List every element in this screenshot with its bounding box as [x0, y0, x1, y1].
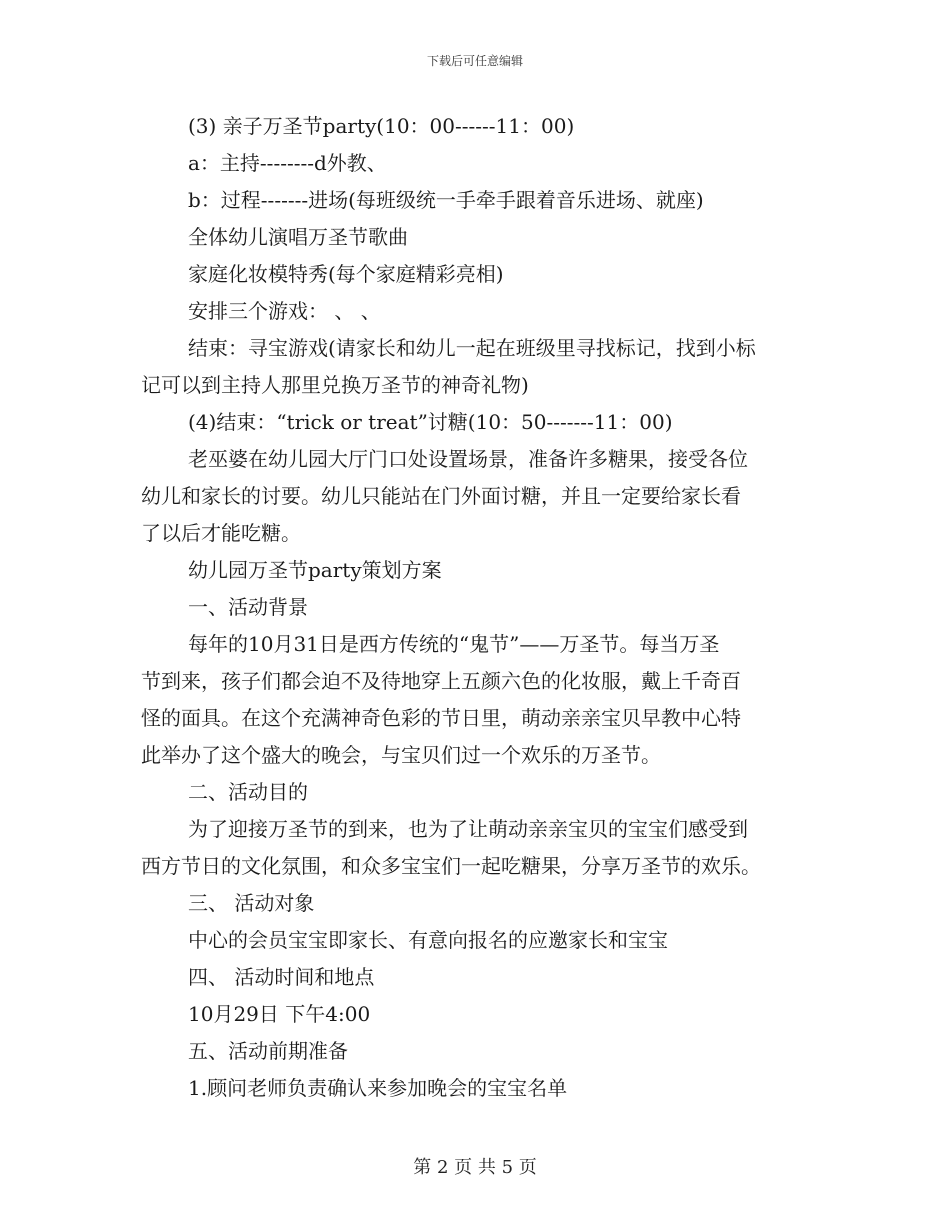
paragraph-line: 了以后才能吃糖。 [141, 521, 301, 545]
paragraph-line: a：主持--------d外教、 [188, 151, 387, 175]
section-heading: 一、活动背景 [188, 595, 308, 619]
paragraph-line: (3) 亲子万圣节party(10：00------11：00) [188, 114, 575, 138]
paragraph-line: 每年的10月31日是西方传统的“鬼节”——万圣节。每当万圣 [188, 632, 720, 656]
paragraph-line: 中心的会员宝宝即家长、有意向报名的应邀家长和宝宝 [188, 928, 668, 952]
page-header: 下载后可任意编辑 [426, 54, 523, 68]
paragraph-line: b：过程-------进场(每班级统一手牵手跟着音乐进场、就座) [188, 188, 704, 212]
paragraph-line: 老巫婆在幼儿园大厅门口处设置场景，准备许多糖果，接受各位 [188, 447, 748, 471]
paragraph-line: 此举办了这个盛大的晚会，与宝贝们过一个欢乐的万圣节。 [141, 743, 661, 767]
paragraph-line: 1.顾问老师负责确认来参加晚会的宝宝名单 [188, 1076, 568, 1100]
paragraph-line: 家庭化妆模特秀(每个家庭精彩亮相) [188, 262, 504, 286]
section-heading: 三、 活动对象 [188, 891, 315, 915]
paragraph-line: 西方节日的文化氛围，和众多宝宝们一起吃糖果，分享万圣节的欢乐。 [141, 854, 761, 878]
document-body [141, 108, 821, 1107]
paragraph-line: 10月29日 下午4:00 [188, 1002, 371, 1026]
paragraph-line: 结束：寻宝游戏(请家长和幼儿一起在班级里寻找标记，找到小标 [188, 336, 756, 360]
paragraph-line: (4)结束：“trick or treat”讨糖(10：50-------11：00) [188, 410, 673, 434]
paragraph-line: 怪的面具。在这个充满神奇色彩的节日里，萌动亲亲宝贝早教中心特 [141, 706, 741, 730]
section-heading: 二、活动目的 [188, 780, 308, 804]
paragraph-line: 全体幼儿演唱万圣节歌曲 [188, 225, 408, 249]
document-title: 幼儿园万圣节party策划方案 [188, 558, 442, 582]
paragraph-line: 记可以到主持人那里兑换万圣节的神奇礼物) [141, 373, 529, 397]
page-number-footer: 第 2 页 共 5 页 [413, 1157, 537, 1178]
paragraph-line: 节到来，孩子们都会迫不及待地穿上五颜六色的化妆服，戴上千奇百 [141, 669, 741, 693]
paragraph-line: 安排三个游戏： 、 、 [188, 299, 381, 323]
paragraph-line: 幼儿和家长的讨要。幼儿只能站在门外面讨糖，并且一定要给家长看 [141, 484, 741, 508]
paragraph-line: 为了迎接万圣节的到来，也为了让萌动亲亲宝贝的宝宝们感受到 [188, 817, 748, 841]
section-heading: 四、 活动时间和地点 [188, 965, 375, 989]
section-heading: 五、活动前期准备 [188, 1039, 348, 1063]
